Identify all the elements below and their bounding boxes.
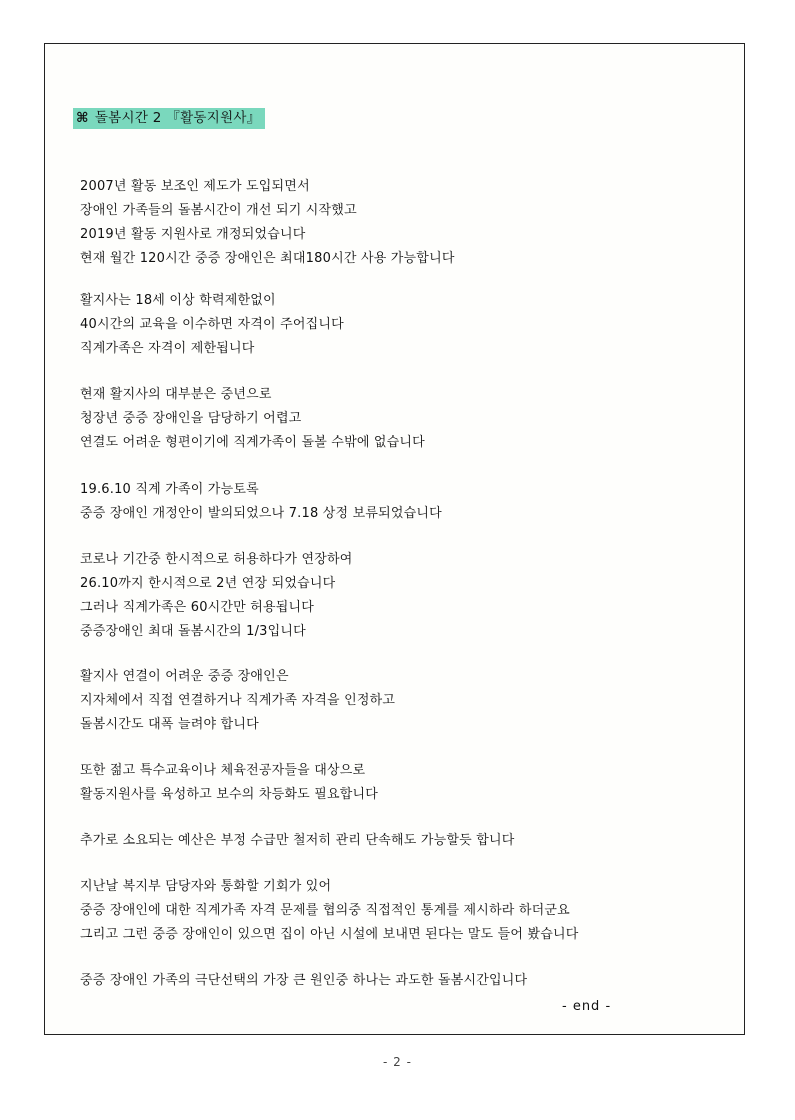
paragraph-line: 코로나 기간중 한시적으로 허용하다가 연장하여: [80, 552, 353, 567]
paragraph-line: 활지사 연결이 어려운 중증 장애인은: [80, 669, 289, 684]
paragraph-line: 연결도 어려운 형편이기에 직계가족이 돌볼 수밖에 없습니다: [80, 435, 425, 450]
paragraph-line: 중증 장애인 가족의 극단선택의 가장 큰 원인중 하나는 과도한 돌봄시간입니다: [80, 973, 528, 988]
paragraph-line: 직계가족은 자격이 제한됩니다: [80, 341, 255, 356]
section-heading-text: 돌봄시간 2 『활동지원사』: [94, 110, 261, 126]
paragraph-line: 활지사는 18세 이상 학력제한없이: [80, 293, 276, 308]
section-heading: [73, 108, 265, 129]
paragraph-line: 활동지원사를 육성하고 보수의 차등화도 필요합니다: [80, 787, 379, 802]
command-key-icon: ⌘: [76, 110, 89, 126]
paragraph-line: 중증 장애인에 대한 직계가족 자격 문제를 협의중 직접적인 통계를 제시하라 하더군요: [80, 903, 570, 918]
paragraph-line: 장애인 가족들의 돌봄시간이 개선 되기 시작했고: [80, 203, 357, 218]
paragraph-line: 그리고 그런 중증 장애인이 있으면 집이 아닌 시설에 보내면 된다는 말도 들어 봤습니다: [80, 927, 579, 942]
paragraph-line: 현재 월간 120시간 중증 장애인은 최대180시간 사용 가능합니다: [80, 251, 455, 266]
paragraph-line: 40시간의 교육을 이수하면 자격이 주어집니다: [80, 317, 344, 332]
end-mark: - end -: [562, 999, 612, 1014]
paragraph-line: 현재 활지사의 대부분은 중년으로: [80, 387, 272, 402]
paragraph-line: 또한 젊고 특수교육이나 체육전공자들을 대상으로: [80, 763, 366, 778]
paragraph-line: 돌봄시간도 대폭 늘려야 합니다: [80, 717, 259, 732]
paragraph-line: 지난날 복지부 담당자와 통화할 기회가 있어: [80, 879, 332, 894]
paragraph-line: 2019년 활동 지원사로 개정되었습니다: [80, 227, 306, 242]
paragraph-line: 26.10까지 한시적으로 2년 연장 되었습니다: [80, 576, 336, 591]
paragraph-line: 지자체에서 직접 연결하거나 직계가족 자격을 인정하고: [80, 693, 396, 708]
page-number: - 2 -: [383, 1055, 412, 1069]
paragraph-line: 청장년 중증 장애인을 담당하기 어렵고: [80, 411, 302, 426]
paragraph-line: 그러나 직계가족은 60시간만 허용됩니다: [80, 600, 315, 615]
paragraph-line: 추가로 소요되는 예산은 부정 수급만 철저히 관리 단속해도 가능할듯 합니다: [80, 833, 515, 848]
paragraph-line: 중증 장애인 개정안이 발의되었으나 7.18 상정 보류되었습니다: [80, 506, 442, 521]
paragraph-line: 2007년 활동 보조인 제도가 도입되면서: [80, 179, 310, 194]
paragraph-line: 19.6.10 직계 가족이 가능토록: [80, 482, 259, 497]
paragraph-line: 중증장애인 최대 돌봄시간의 1/3입니다: [80, 624, 306, 639]
